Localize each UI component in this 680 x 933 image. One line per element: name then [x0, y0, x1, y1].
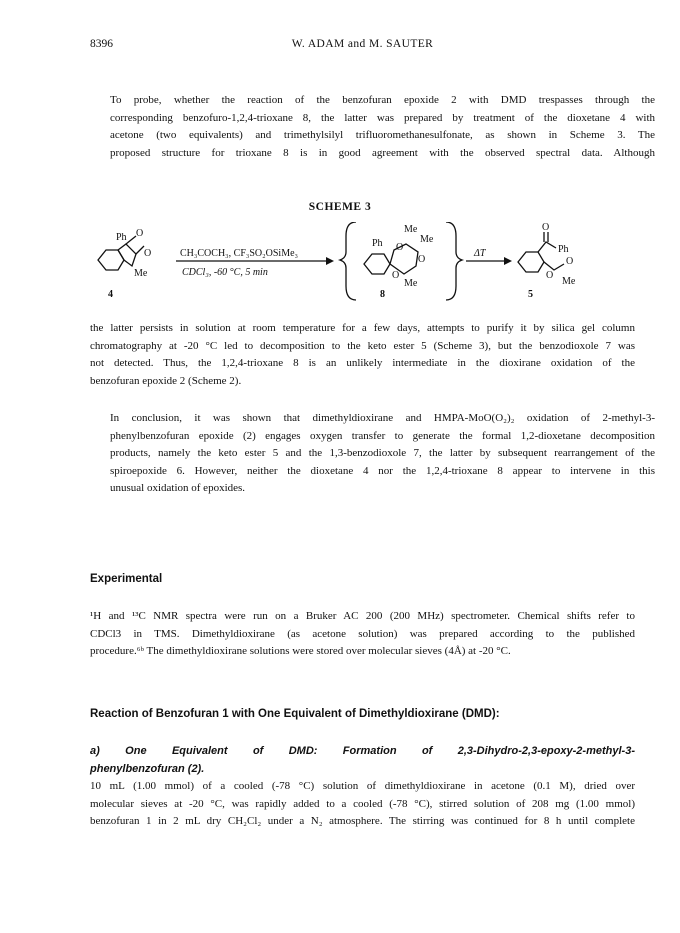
atom-label: O — [392, 270, 400, 281]
atom-label: Ph — [116, 232, 127, 243]
atom-label: O — [542, 222, 550, 233]
text-line: benzofuran epoxide 2 (Scheme 2). — [90, 374, 242, 387]
text-line: the latter persists in solution at room temperature for a few days, attempts to purify it by silica gel column — [90, 322, 635, 334]
atom-label: Me — [134, 268, 148, 279]
reaction-paragraph — [90, 778, 635, 831]
text-line: To probe, whether the reaction of the benzofuran epoxide 2 with DMD trespasses through the — [110, 94, 655, 106]
benzene-ring — [364, 254, 390, 274]
atom-label: O — [136, 228, 144, 239]
compound-number-4: 4 — [108, 289, 113, 300]
text-line: procedure.⁶ᵇ The dimethyldioxirane solutions were stored over molecular sieves (4Å) at -20 °C. — [90, 645, 511, 657]
subheading-line: a) One Equivalent of DMD: Formation of 2,3-Dihydro-2,3-epoxy-2-methyl-3- — [90, 745, 635, 757]
atom-label: Ph — [558, 244, 569, 255]
atom-label: O — [396, 242, 404, 253]
benzene-ring — [518, 252, 544, 272]
text-line: phenylbenzofuran epoxide (2) engages oxygen transfer to generate the formal 1,2-dioxetane decomposition — [110, 429, 655, 442]
atom-label: O — [566, 256, 574, 267]
text-line: CDCl3 in TMS. Dimethyldioxirane (as acetone solution) was prepared according to the published — [90, 627, 635, 640]
atom-label: Me — [404, 278, 418, 289]
experimental-paragraph — [90, 608, 635, 661]
text-line: spiroepoxide 6. However, neither the dioxetane 4 nor the 1,2,4-trioxane 8 appear to intervene in this — [110, 464, 655, 477]
bracket-left — [340, 222, 356, 300]
page-header — [90, 38, 635, 54]
compound-number-5: 5 — [528, 289, 533, 300]
atom-label: O — [144, 248, 152, 259]
conclusion-paragraph — [90, 410, 655, 498]
text-line: In conclusion, it was shown that dimethyldioxirane and HMPA-MoO(O₂)₂ oxidation of 2-methyl-3- — [110, 412, 655, 424]
running-head: W. ADAM and M. SAUTER — [291, 38, 434, 50]
atom-label: Me — [420, 234, 434, 245]
atom-label: Me — [404, 224, 418, 235]
reagent-above: CH₃COCH₃, CF₃SO₂OSiMe₃ — [180, 248, 299, 259]
intro-paragraph — [90, 92, 655, 162]
text-line: products, namely the keto ester 5 and the 1,3-benzodioxole 7, the latter by subsequent rearrangement of the — [110, 447, 655, 459]
text-line: corresponding benzofuro-1,2,4-trioxane 8, the latter was prepared by treatment of the dioxetane 4 with — [110, 111, 655, 124]
reaction-scheme — [88, 222, 608, 302]
text-line: benzofuran 1 in 2 mL dry CH₂Cl₂ under a N₂ atmosphere. The stirring was continued for 8 h until complete — [90, 815, 635, 827]
atom-label: O — [546, 270, 554, 281]
subheading-line: phenylbenzofuran (2). — [90, 762, 205, 775]
experimental-heading: Experimental — [90, 573, 163, 585]
text-line: not detected. Thus, the 1,2,4-trioxane 8 is an unlikely intermediate in the dioxirane oxidation of the — [90, 357, 635, 369]
atom-label: O — [418, 254, 426, 265]
scheme-title: SCHEME 3 — [308, 201, 372, 213]
text-line: ¹H and ¹³C NMR spectra were run on a Bruker AC 200 (200 MHz) spectrometer. Chemical shifts refer to — [90, 610, 635, 622]
discussion-paragraph — [90, 320, 635, 390]
atom-label: Ph — [372, 238, 383, 249]
text-line: acetone (two equivalents) and trimethylsilyl trifluoromethanesulfonate, as shown in Scheme 3. The — [110, 129, 655, 141]
furan-ring — [118, 244, 136, 266]
bracket-right — [446, 222, 462, 300]
text-line: unusual oxidation of epoxides. — [110, 482, 246, 494]
reagent-below: CDCl₃, -60 °C, 5 min — [182, 267, 268, 278]
heat-label: ΔT — [474, 248, 486, 259]
text-line: proposed structure for trioxane 8 is in good agreement with the observed spectral data. Although — [110, 146, 655, 159]
carbonyl — [544, 232, 548, 242]
text-line: chromatography at -20 °C led to decomposition to the keto ester 5 (Scheme 3), but the benzodioxole 7 was — [90, 339, 635, 352]
compound-number-8: 8 — [380, 289, 385, 300]
text-line: 10 mL (1.00 mmol) of a cooled (-78 °C) solution of dimethyldioxirane in acetone (0.1 M), dried over — [90, 780, 635, 792]
reaction-heading: Reaction of Benzofuran 1 with One Equivalent of Dimethyldioxirane (DMD): — [90, 708, 500, 720]
atom-label: Me — [562, 276, 576, 287]
reaction-subheading — [90, 743, 635, 778]
page-number: 8396 — [90, 38, 113, 50]
text-line: molecular sieves at -20 °C, was rapidly added to a cooled (-78 °C), stirred solution of 208 mg (1.00 mmol) — [90, 797, 635, 810]
